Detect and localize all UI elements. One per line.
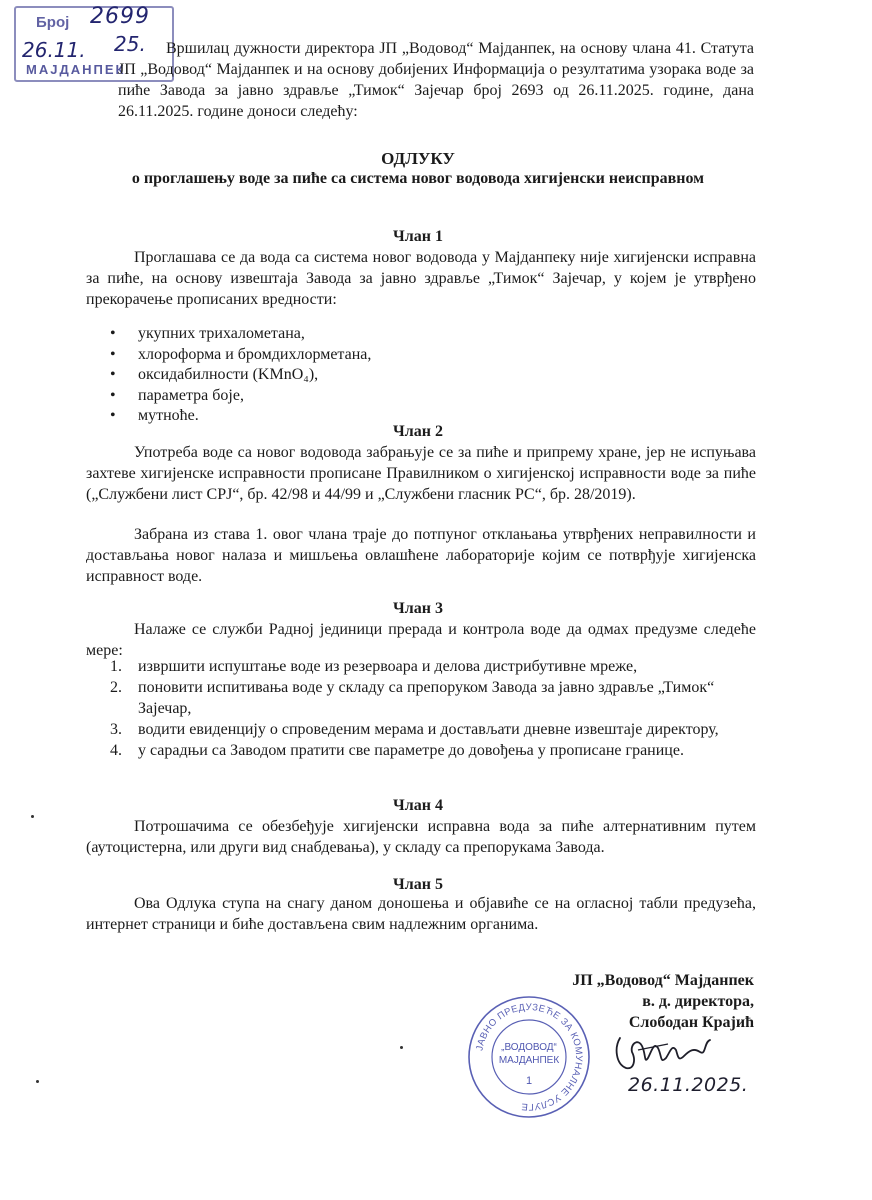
list-item	[110, 677, 750, 719]
signatory-company: ЈП „Водовод“ Мајданпек	[572, 972, 754, 989]
list-item-text: водити евиденцију о спроведеним мерама и достављати дневне извештаје директору,	[138, 721, 719, 738]
list-item-number: 4.	[110, 742, 122, 759]
article-5-heading: Члан 5	[393, 876, 443, 893]
list-item-text: извршити испуштање воде из резервоара и делова дистрибутивне мреже,	[138, 658, 638, 675]
document-title: ОДЛУКУ	[381, 149, 455, 168]
scan-speck	[36, 1080, 39, 1083]
article-4-heading: Члан 4	[393, 797, 443, 814]
article-2-heading: Члан 2	[393, 423, 443, 440]
stamp-line-1: „ВОДОВОД“	[501, 1042, 557, 1053]
list-item-text: у сарадњи са Заводом пратити све параметре до довођења у прописане границе.	[138, 742, 684, 759]
registry-date-year: 25.	[114, 32, 146, 56]
list-item-number: 2.	[110, 679, 122, 696]
list-item	[110, 719, 750, 740]
scan-speck	[31, 815, 34, 818]
registry-date-day: 26.11.	[22, 38, 86, 62]
list-item: • мутноће.	[108, 406, 371, 427]
scan-speck	[400, 1046, 403, 1049]
list-item: • параметра боје,	[108, 386, 371, 407]
article-1-heading: Члан 1	[393, 228, 443, 245]
intro-paragraph: Вршилац дужности директора ЈП „Водовод“ Мајданпек, на основу члана 41. Статута ЈП „Водовод“ Мајданпек и на основу добијених Информација о резултатима узорака воде за пиће Завода за јавно здравље „Тимок“ Зајечар број 2693 од 26.11.2025. године, дана 26.11.2025. године доноси следећу:	[118, 40, 754, 120]
registry-number: 2699	[90, 4, 150, 29]
handwritten-signature	[608, 1030, 718, 1076]
list-item-number: 3.	[110, 721, 122, 738]
list-item	[110, 740, 750, 761]
article-1-list	[108, 324, 371, 427]
list-item: • укупних трихалометана,	[108, 324, 371, 345]
article-2-paragraph-1: Употреба воде са новог водовода забрањује се за пиће и припрему хране, јер не испуњава захтеве хигијенске исправности прописане Правилником о хигијенској исправности воде за пиће („Службени лист СРЈ“, бр. 42/98 и 44/99 и „Службени гласник РС“, бр. 28/2019).	[86, 444, 756, 503]
article-5-text: Ова Одлука ступа на снагу даном доношења и објавиће се на огласној табли предузећа, интернет страници и биће достављена свим надлежним органима.	[86, 895, 756, 933]
stamp-line-2: МАЈДАНПЕК	[498, 1055, 560, 1066]
list-item: • хлороформа и бромдихлорметана,	[108, 345, 371, 366]
list-item	[110, 656, 750, 677]
signature-block	[572, 970, 754, 1033]
stamp-line-3: 1	[525, 1075, 533, 1087]
signatory-name: Слободан Крајић	[628, 1014, 754, 1031]
article-2-paragraph-2: Забрана из става 1. овог члана траје до потпуног отклањања утврђених неправилности и достављања новог налаза и мишљења овлашћене лабораторије којим се потврђује хигијенска исправност воде.	[86, 526, 756, 585]
list-item-number: 1.	[110, 658, 122, 675]
article-3-heading: Члан 3	[393, 600, 443, 617]
handwritten-date: 26.11.2025.	[628, 1074, 749, 1096]
article-3-measures-list	[110, 656, 750, 761]
article-3-text: Налаже се служби Радној јединици прерада и контрола воде да одмах предузме следеће мере:	[86, 621, 756, 659]
official-round-stamp	[466, 994, 592, 1120]
stamp-ring-text: ЈАВНО ПРЕДУЗЕЋЕ ЗА КОМУНАЛНЕ УСЛУГЕ	[474, 1001, 585, 1113]
signatory-role: в. д. директора,	[642, 993, 754, 1010]
list-item-text: поновити испитивања воде у складу са препоруком Завода за јавно здравље „Тимок“ Зајечар,	[138, 679, 715, 717]
list-item: • оксидабилности (KMnO₄),	[108, 365, 371, 386]
registry-place: МАЈДАНПЕК	[26, 62, 126, 77]
document-subtitle: о проглашењу воде за пиће са система новог водовода хигијенски неисправном	[131, 170, 705, 187]
article-1-text: Проглашава се да вода са система новог водовода у Мајданпеку није хигијенски исправна за пиће, на основу извештаја Завода за јавно здравље „Тимок“ Зајечар, у којем је утврђено прекорачење прописаних вредности:	[86, 249, 756, 308]
registry-number-label: Број	[36, 14, 70, 31]
article-4-text: Потрошачима се обезбеђује хигијенски исправна вода за пиће алтернативним путем (аутоцистерна, или други вид снабдевања), у складу са препорукама Завода.	[86, 818, 756, 856]
